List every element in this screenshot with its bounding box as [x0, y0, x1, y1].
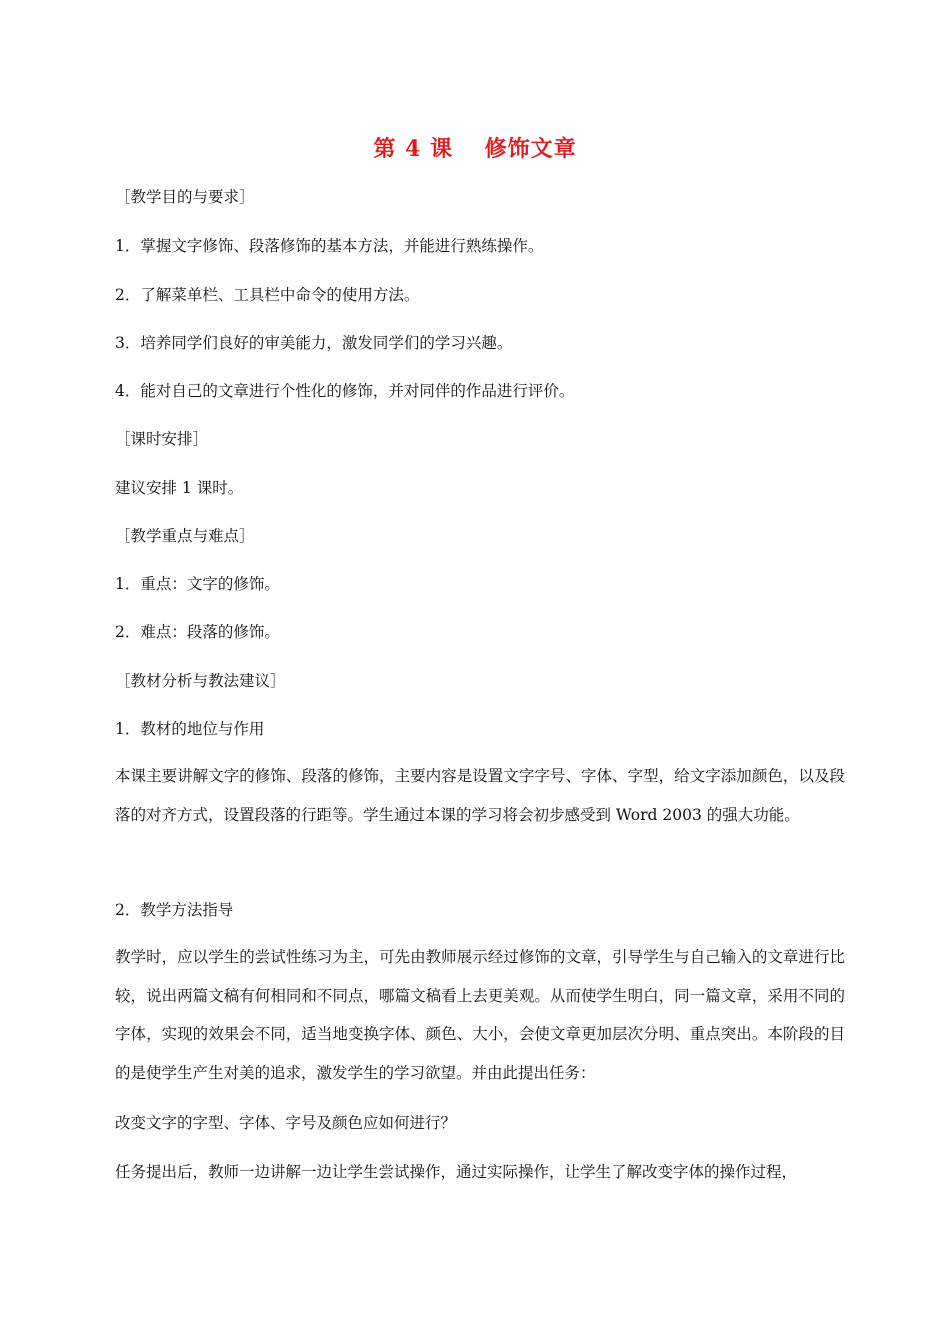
analysis-question: 改变文字的字型、字体、字号及颜色应如何进行？: [115, 1114, 457, 1132]
section-heading-keypoints: ［教学重点与难点］: [115, 527, 255, 545]
section-heading-objectives: ［教学目的与要求］: [115, 188, 255, 206]
objective-item-4: 4．能对自己的文章进行个性化的修饰，并对同伴的作品进行评价。: [115, 382, 575, 400]
schedule-text: 建议安排 1 课时。: [115, 479, 244, 497]
analysis-paragraph-2: 教学时，应以学生的尝试性练习为主，可先由教师展示经过修饰的文章，引导学生与自己输入的文章进行比较，说出两篇文稿有何相同和不同点，哪篇文稿看上去更美观。从而使学生明白，同一篇文章，采用不同的字体，实现的效果会不同，适当地变换字体、颜色、大小，会使文章更加层次分明、重点突出。本阶段的目的是使学生产生对美的追求，激发学生的学习欲望。并由此提出任务：: [115, 948, 845, 1082]
objective-item-2: 2．了解菜单栏、工具栏中命令的使用方法。: [115, 286, 420, 304]
analysis-paragraph-3: 任务提出后，教师一边讲解一边让学生尝试操作，通过实际操作，让学生了解改变字体的操作过程，: [115, 1163, 798, 1181]
analysis-subheading-2: 2．教学方法指导: [115, 901, 234, 919]
page-title: 第 4 课 修饰文章: [373, 136, 577, 162]
keypoint-item-1: 1．重点：文字的修饰。: [115, 575, 280, 593]
objective-item-3: 3．培养同学们良好的审美能力，激发同学们的学习兴趣。: [115, 334, 513, 352]
objective-item-1: 1．掌握文字修饰、段落修饰的基本方法，并能进行熟练操作。: [115, 237, 544, 255]
keypoint-item-2: 2．难点：段落的修饰。: [115, 623, 280, 641]
analysis-paragraph-1: 本课主要讲解文字的修饰、段落的修饰，主要内容是设置文字字号、字体、字型，给文字添加颜色，以及段落的对齐方式，设置段落的行距等。学生通过本课的学习将会初步感受到 Word 2003 的强大功能。: [115, 767, 845, 824]
section-heading-analysis: ［教材分析与教法建议］: [115, 672, 286, 690]
section-heading-schedule: ［课时安排］: [115, 430, 209, 448]
analysis-subheading-1: 1．教材的地位与作用: [115, 720, 265, 738]
